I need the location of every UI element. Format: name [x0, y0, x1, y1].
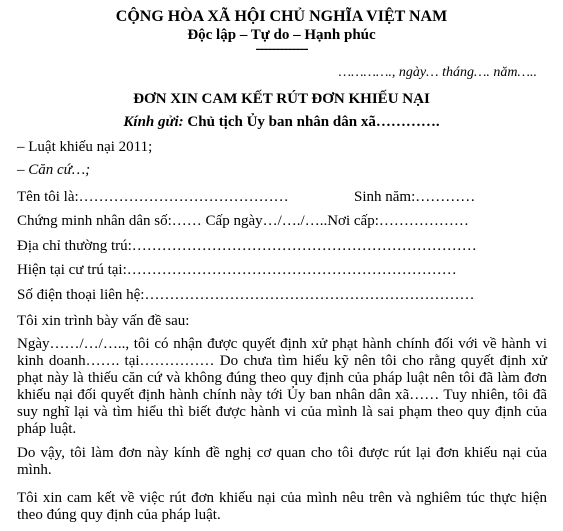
place-date: …………., ngày… tháng…. năm….. [338, 65, 537, 80]
paragraph-1: Ngày……/…/….., tôi có nhận được quyết định xử phạt hành chính đối với về hành vi kinh doanh……. tại…………… Do chưa tìm hiểu kỹ nên tôi cho rằng quyết định xử phạt này là thiếu căn cứ và không đúng theo quy định của pháp luật nên tôi đã làm đơn khiếu nại đối quyết định hành chính này tới Ủy ban nhân dân xã…… Tuy nhiên, tôi đã suy nghĩ lại và tìm hiểu thì biết được hành vi của mình là sai phạm theo quy định của pháp luật. [17, 336, 547, 437]
legal-basis-other: – Căn cứ…; [17, 162, 91, 178]
paragraph-2: Do vậy, tôi làm đơn này kính đề nghị cơ quan cho tôi được rút lại đơn khiếu nại của mình. [17, 445, 547, 478]
paragraph-3: Tôi xin cam kết về việc rút đơn khiếu nại của mình nêu trên và nghiêm túc thực hiện theo đúng quy định của pháp luật. [17, 490, 547, 523]
current-residence-field: Hiện tại cư trú tại:………………………………………………………… [17, 262, 457, 278]
motto: Độc lập – Tự do – Hạnh phúc [187, 27, 376, 43]
intro-text: Tôi xin trình bày vấn đề sau: [17, 313, 190, 329]
addressee-value: Chủ tịch Ủy ban nhân dân xã…………. [183, 114, 440, 130]
name-field: Tên tôi là:…………………………………… [17, 189, 289, 205]
addressee [0, 114, 563, 131]
permanent-address-field: Địa chỉ thường trú:…………………………………………………………… [17, 238, 477, 254]
national-title: CỘNG HÒA XÃ HỘI CHỦ NGHĨA VIỆT NAM [115, 8, 448, 25]
legal-basis-law: – Luật khiếu nại 2011; [17, 139, 153, 155]
header-separator: ------------- [255, 41, 308, 57]
addressee-label: Kính gửi: [123, 114, 184, 130]
birth-year-field: Sinh năm:………… [354, 189, 476, 205]
form-title: ĐƠN XIN CAM KẾT RÚT ĐƠN KHIẾU NẠI [133, 91, 430, 107]
id-card-field: Chứng minh nhân dân số:…… Cấp ngày…/…./…..Nơi cấp:……………… [17, 213, 469, 229]
phone-field: Số điện thoại liên hệ:………………………………………………………… [17, 287, 475, 303]
